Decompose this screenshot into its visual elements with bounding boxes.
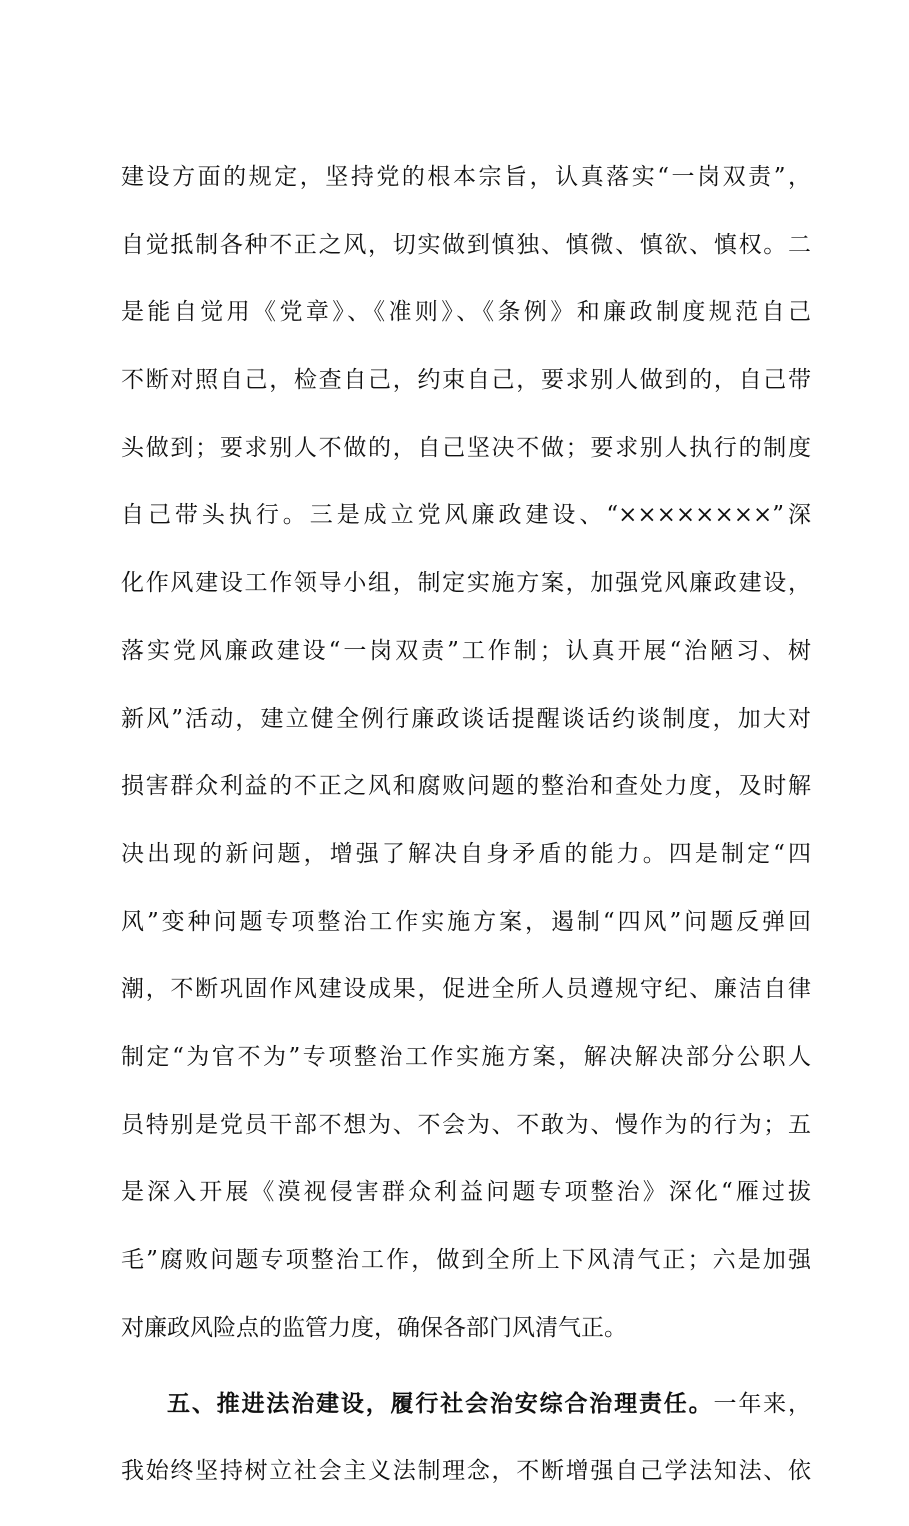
text-line: 头做到；要求别人不做的，自己坚决不做；要求别人执行的制度 bbox=[121, 434, 811, 461]
text-line: 潮，不断巩固作风建设成果，促进全所人员遵规守纪、廉洁自律 bbox=[121, 976, 811, 1003]
text-line: 毛”腐败问题专项整治工作，做到全所上下风清气正；六是加强 bbox=[121, 1247, 811, 1273]
section-heading: 五、推进法治建设，履行社会治安综合治理责任。 bbox=[167, 1390, 714, 1418]
text-line: 我始终坚持树立社会主义法制理念，不断增强自己学法知法、依 bbox=[121, 1458, 811, 1485]
section-heading-tail: 一年来， bbox=[713, 1391, 812, 1418]
text-line: 损害群众利益的不正之风和腐败问题的整治和查处力度，及时解 bbox=[121, 773, 811, 800]
section-heading-line bbox=[121, 1390, 811, 1417]
paragraph-section-five bbox=[121, 1390, 811, 1485]
document-body bbox=[121, 164, 811, 1526]
text-line: 员特别是党员干部不想为、不会为、不敢为、慢作为的行为；五 bbox=[121, 1111, 811, 1138]
text-line: 自己带头执行。三是成立党风廉政建设、“××××××××”深 bbox=[121, 502, 811, 529]
text-line: 新风”活动，建立健全例行廉政谈话提醒谈话约谈制度，加大对 bbox=[121, 705, 811, 732]
text-line: 对廉政风险点的监管力度，确保各部门风清气正。 bbox=[121, 1314, 627, 1341]
text-line: 不断对照自己，检查自己，约束自己，要求别人做到的，自己带 bbox=[121, 367, 811, 394]
text-line: 决出现的新问题，增强了解决自身矛盾的能力。四是制定“四 bbox=[121, 840, 811, 867]
text-line: 落实党风廉政建设“一岗双责”工作制；认真开展“治陋习、树 bbox=[121, 637, 811, 664]
text-line: 自觉抵制各种不正之风，切实做到慎独、慎微、慎欲、慎权。二 bbox=[121, 231, 811, 258]
text-line: 是能自觉用《党章》、《准则》、《条例》和廉政制度规范自己 bbox=[121, 299, 811, 326]
text-line: 是深入开展《漠视侵害群众利益问题专项整治》深化“雁过拔 bbox=[121, 1179, 811, 1206]
text-line: 风”变种问题专项整治工作实施方案，遏制“四风”问题反弹回 bbox=[121, 908, 811, 935]
paragraph-gap bbox=[121, 1382, 811, 1390]
text-line: 化作风建设工作领导小组，制定实施方案，加强党风廉政建设， bbox=[121, 570, 811, 597]
paragraph-party-conduct bbox=[121, 164, 811, 1342]
text-line: 制定“为官不为”专项整治工作实施方案，解决解决部分公职人 bbox=[121, 1043, 811, 1070]
text-line: 建设方面的规定，坚持党的根本宗旨，认真落实“一岗双责”， bbox=[121, 164, 811, 190]
